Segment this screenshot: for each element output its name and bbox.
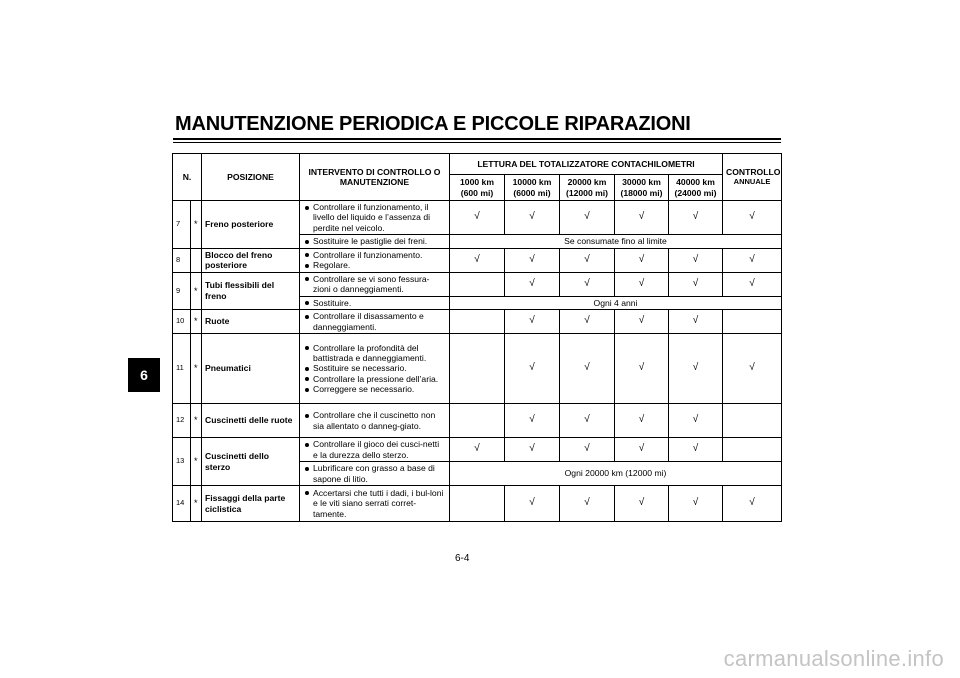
row-number: 9 xyxy=(173,272,191,309)
check-mark: √ xyxy=(669,438,723,462)
page-title: MANUTENZIONE PERIODICA E PICCOLE RIPARAZIONI xyxy=(175,113,691,135)
row-intervention xyxy=(300,201,450,235)
check-mark: √ xyxy=(450,201,505,235)
row-position: Blocco del freno posteriore xyxy=(202,248,300,272)
header-annual-line1: CONTROLLO xyxy=(726,166,781,177)
star-mark: * xyxy=(191,310,202,334)
check-mark: √ xyxy=(723,334,782,404)
row-intervention xyxy=(300,438,450,462)
title-rule xyxy=(173,138,781,140)
header-km-1: 1000 km (600 mi) xyxy=(450,175,505,201)
title-rule-thin xyxy=(173,142,781,143)
check-mark: √ xyxy=(505,310,560,334)
check-mark: √ xyxy=(723,248,782,272)
check-mark: √ xyxy=(669,486,723,522)
table-row xyxy=(173,334,782,404)
maintenance-table xyxy=(172,153,782,522)
list-item: Controllare che il cuscinetto non sia allentato o danneg-giato. xyxy=(303,410,446,431)
check-mark: √ xyxy=(723,201,782,235)
check-cell-empty xyxy=(450,334,505,404)
header-annual xyxy=(723,154,782,201)
check-mark: √ xyxy=(615,310,669,334)
row-intervention xyxy=(300,296,450,309)
check-mark: √ xyxy=(615,334,669,404)
list-item: Controllare il funzionamento. xyxy=(303,250,446,260)
list-item: Sostituire se necessario. xyxy=(303,363,446,373)
list-item: Accertarsi che tutti i dadi, i bul-loni e le viti siano serrati corret-tamente. xyxy=(303,488,446,519)
star-mark: * xyxy=(191,334,202,404)
table-row xyxy=(173,248,782,272)
check-mark: √ xyxy=(560,486,615,522)
chapter-tab: 6 xyxy=(128,358,160,392)
check-mark: √ xyxy=(450,438,505,462)
row-intervention xyxy=(300,272,450,296)
row-number: 12 xyxy=(173,404,191,438)
row-intervention xyxy=(300,310,450,334)
check-mark: √ xyxy=(505,334,560,404)
check-mark: √ xyxy=(505,438,560,462)
row-number: 10 xyxy=(173,310,191,334)
header-km-4: 30000 km (18000 mi) xyxy=(615,175,669,201)
check-mark: √ xyxy=(505,486,560,522)
interval-text: Ogni 4 anni xyxy=(450,296,782,309)
check-mark: √ xyxy=(669,404,723,438)
check-mark: √ xyxy=(450,248,505,272)
check-cell-empty xyxy=(723,310,782,334)
table-row xyxy=(173,272,782,296)
row-position: Fissaggi della parte ciclistica xyxy=(202,486,300,522)
table-row xyxy=(173,201,782,235)
check-mark: √ xyxy=(560,248,615,272)
header-intervention: INTERVENTO DI CONTROLLO O MANUTENZIONE xyxy=(300,154,450,201)
row-number: 8 xyxy=(173,248,191,272)
check-mark: √ xyxy=(560,404,615,438)
interval-text: Se consumate fino al limite xyxy=(450,235,782,248)
header-km-5: 40000 km (24000 mi) xyxy=(669,175,723,201)
header-n: N. xyxy=(173,154,202,201)
row-intervention xyxy=(300,248,450,272)
header-odometer: LETTURA DEL TOTALIZZATORE CONTACHILOMETRI xyxy=(450,154,723,175)
row-position: Tubi flessibili del freno xyxy=(202,272,300,309)
check-mark: √ xyxy=(505,272,560,296)
star-mark: * xyxy=(191,272,202,309)
star-mark: * xyxy=(191,438,202,486)
row-number: 13 xyxy=(173,438,191,486)
check-mark: √ xyxy=(560,310,615,334)
list-item: Controllare la profondità del battistrada e danneggiamenti. xyxy=(303,343,446,364)
list-item: Controllare il disassamento e danneggiamenti. xyxy=(303,311,446,332)
list-item: Correggere se necessario. xyxy=(303,384,446,394)
star-mark: * xyxy=(191,404,202,438)
list-item: Lubrificare con grasso a base di sapone di litio. xyxy=(303,463,446,484)
star-mark: * xyxy=(191,201,202,249)
list-item: Sostituire le pastiglie dei freni. xyxy=(303,236,446,246)
list-item: Controllare il gioco dei cusci-netti e la durezza dello sterzo. xyxy=(303,439,446,460)
check-mark: √ xyxy=(615,248,669,272)
check-mark: √ xyxy=(669,201,723,235)
row-position: Cuscinetti dello sterzo xyxy=(202,438,300,486)
page-number: 6-4 xyxy=(455,553,470,564)
check-cell-empty xyxy=(723,404,782,438)
check-mark: √ xyxy=(615,201,669,235)
row-position: Pneumatici xyxy=(202,334,300,404)
row-number: 7 xyxy=(173,201,191,249)
row-number: 14 xyxy=(173,486,191,522)
table-row xyxy=(173,486,782,522)
row-position: Ruote xyxy=(202,310,300,334)
check-cell-empty xyxy=(450,404,505,438)
list-item: Controllare se vi sono fessura-zioni o danneggiamenti. xyxy=(303,274,446,295)
table-row xyxy=(173,310,782,334)
check-mark: √ xyxy=(560,334,615,404)
check-cell-empty xyxy=(450,310,505,334)
row-position: Cuscinetti delle ruote xyxy=(202,404,300,438)
check-mark: √ xyxy=(560,201,615,235)
table-row xyxy=(173,438,782,462)
row-number: 11 xyxy=(173,334,191,404)
list-item: Controllare il funzionamento, il livello del liquido e l’assenza di perdite nel veicolo. xyxy=(303,202,446,233)
check-cell-empty xyxy=(723,438,782,462)
check-mark: √ xyxy=(669,334,723,404)
check-mark: √ xyxy=(669,248,723,272)
check-mark: √ xyxy=(669,310,723,334)
list-item: Sostituire. xyxy=(303,298,446,308)
check-cell-empty xyxy=(450,486,505,522)
row-intervention xyxy=(300,462,450,486)
check-mark: √ xyxy=(615,438,669,462)
check-mark: √ xyxy=(723,486,782,522)
header-annual-line2: ANNUALE xyxy=(733,177,771,186)
row-intervention xyxy=(300,235,450,248)
row-intervention xyxy=(300,334,450,404)
star-mark xyxy=(191,248,202,272)
check-mark: √ xyxy=(615,272,669,296)
table-row xyxy=(173,404,782,438)
header-km-2: 10000 km (6000 mi) xyxy=(505,175,560,201)
watermark: carmanualsonline.info xyxy=(723,646,944,671)
check-mark: √ xyxy=(615,486,669,522)
check-mark: √ xyxy=(615,404,669,438)
row-position: Freno posteriore xyxy=(202,201,300,249)
check-mark: √ xyxy=(560,438,615,462)
check-mark: √ xyxy=(505,201,560,235)
check-mark: √ xyxy=(505,404,560,438)
star-mark: * xyxy=(191,486,202,522)
check-mark: √ xyxy=(560,272,615,296)
row-intervention xyxy=(300,486,450,522)
check-mark: √ xyxy=(505,248,560,272)
interval-text: Ogni 20000 km (12000 mi) xyxy=(450,462,782,486)
row-intervention xyxy=(300,404,450,438)
check-cell-empty xyxy=(450,272,505,296)
list-item: Regolare. xyxy=(303,260,446,270)
header-km-3: 20000 km (12000 mi) xyxy=(560,175,615,201)
list-item: Controllare la pressione dell’aria. xyxy=(303,374,446,384)
header-position: POSIZIONE xyxy=(202,154,300,201)
check-mark: √ xyxy=(669,272,723,296)
check-mark: √ xyxy=(723,272,782,296)
